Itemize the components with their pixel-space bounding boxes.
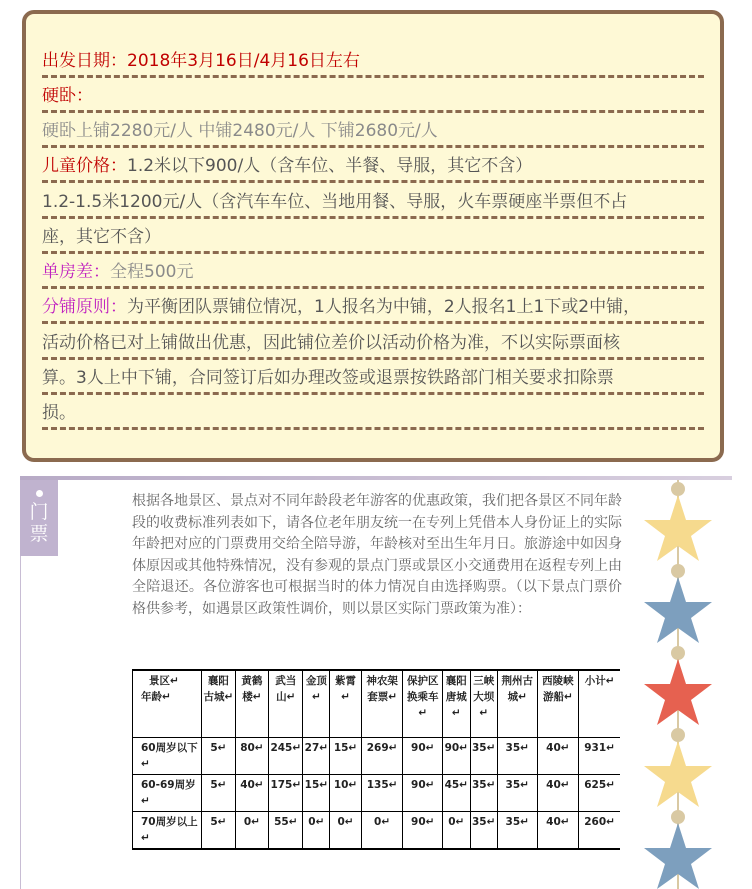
bullet-dot-icon: [36, 490, 43, 497]
star-garland-decoration: [640, 480, 752, 889]
price-cell: 40↵: [537, 812, 579, 850]
subtotal-cell: 260↵: [579, 812, 620, 850]
price-cell: 40↵: [537, 738, 579, 775]
price-cell: 0↵: [303, 812, 330, 850]
table-header-cell: 紫霄↵: [330, 670, 362, 738]
bead-icon: [671, 728, 685, 742]
hard-sleeper-label: 硬卧：: [42, 86, 93, 106]
price-cell: 90↵: [403, 738, 443, 775]
table-header-cell: 金顶↵: [303, 670, 330, 738]
section-divider: [20, 476, 732, 480]
hard-sleeper-prices: 硬卧上铺2280元/人 中铺2480元/人 下铺2680元/人: [42, 121, 438, 141]
age-group-cell: 70周岁以上↵: [133, 812, 202, 850]
tab-char: 门: [29, 501, 49, 523]
table-row: [133, 738, 621, 775]
berth-rule-label: 分铺原则：: [42, 297, 127, 317]
table-header-cell: 三峡大坝↵: [470, 670, 497, 738]
age-group-cell: 60周岁以下↵: [133, 738, 202, 775]
price-cell: 35↵: [497, 812, 537, 850]
tab-char: 票: [29, 523, 49, 545]
price-cell: 90↵: [403, 812, 443, 850]
table-header-cell: 武当山↵: [269, 670, 303, 738]
price-cell: 40↵: [537, 775, 579, 812]
child-price-text: 1.2-1.5米1200元/人（含汽车车位、当地用餐、导服，火车票硬座半票但不占: [42, 192, 628, 212]
price-cell: 5↵: [202, 738, 236, 775]
notice-line: [42, 43, 704, 78]
ticket-section-tab: [20, 480, 58, 556]
single-room-price: 全程500元: [110, 262, 194, 282]
price-cell: 0↵: [330, 812, 362, 850]
price-cell: 175↵: [269, 775, 303, 812]
ticket-policy-paragraph: 根据各地景区、景点对不同年龄段老年游客的优惠政策，我们把各景区不同年龄段的收费标准列表如下，请各位老年朋友统一在专列上凭借本人身份证上的实际年龄把对应的门票费用交给全陪导游，年龄核对至出生年月日。旅游途中如因身体原因或其他特殊情况，没有参观的景点门票或景区小交通费用在返程专列上由全陪退还。各位游客也可根据当时的体力情况自由选择购票。（以下景点门票价格供参考，如遇景区政策性调价，则以景区实际门票政策为准）：: [132, 493, 622, 617]
child-price-text: 座，其它不含）: [42, 227, 161, 247]
berth-rule-text: 损。: [42, 403, 76, 423]
bead-icon: [671, 482, 685, 496]
price-cell: 45↵: [443, 775, 470, 812]
notice-line: [42, 148, 704, 183]
ticket-price-table: [132, 669, 620, 850]
table-header-cell: 小计↵: [579, 670, 620, 738]
child-price-text: 1.2米以下900/人（含车位、半餐、导服，其它不含）: [127, 156, 533, 176]
age-group-cell: 60-69周岁↵: [133, 775, 202, 812]
table-header-cell: 神农架套票↵: [361, 670, 403, 738]
price-cell: 5↵: [202, 812, 236, 850]
corner-label-top: 景区↵: [149, 675, 179, 687]
table-corner-cell: [133, 670, 202, 738]
notice-line: [42, 78, 704, 113]
table-header-cell: 荆州古城↵: [497, 670, 537, 738]
price-cell: 269↵: [361, 738, 403, 775]
subtotal-cell: 625↵: [579, 775, 620, 812]
single-room-label: 单房差：: [42, 262, 110, 282]
price-cell: 35↵: [497, 775, 537, 812]
price-cell: 135↵: [361, 775, 403, 812]
price-cell: 15↵: [330, 738, 362, 775]
bead-icon: [671, 564, 685, 578]
price-cell: 90↵: [443, 738, 470, 775]
price-cell: 40↵: [235, 775, 269, 812]
price-cell: 80↵: [235, 738, 269, 775]
departure-date-text: 出发日期：2018年3月16日/4月16日左右: [42, 51, 360, 71]
berth-rule-text: 为平衡团队票铺位情况，1人报名为中铺，2人报名1上1下或2中铺，: [127, 297, 641, 317]
price-cell: 0↵: [235, 812, 269, 850]
corner-label-bottom: 年龄↵: [141, 691, 171, 703]
notice-line: [42, 395, 704, 430]
price-cell: 245↵: [269, 738, 303, 775]
price-cell: 35↵: [470, 812, 497, 850]
price-cell: 0↵: [443, 812, 470, 850]
bead-icon: [671, 646, 685, 660]
table-row: [133, 775, 621, 812]
notice-line: [42, 325, 704, 360]
table-header-cell: 襄阳古城↵: [202, 670, 236, 738]
table-header-row: [133, 670, 621, 738]
price-cell: 90↵: [403, 775, 443, 812]
price-cell: 5↵: [202, 775, 236, 812]
notice-line: [42, 219, 704, 254]
table-header-cell: 西陵峡游船↵: [537, 670, 579, 738]
price-cell: 35↵: [470, 775, 497, 812]
berth-rule-text: 活动价格已对上铺做出优惠，因此铺位差价以活动价格为准，不以实际票面核: [42, 333, 620, 353]
table-header-cell: 黄鹤楼↵: [235, 670, 269, 738]
table-header-cell: 襄阳唐城↵: [443, 670, 470, 738]
child-price-label: 儿童价格：: [42, 156, 127, 176]
notice-line: [42, 113, 704, 148]
trip-notice-box: [22, 10, 724, 462]
price-cell: 35↵: [470, 738, 497, 775]
notice-line: [42, 360, 704, 395]
table-header-cell: 保护区换乘车↵: [403, 670, 443, 738]
price-cell: 10↵: [330, 775, 362, 812]
price-cell: 27↵: [303, 738, 330, 775]
bead-icon: [671, 810, 685, 824]
price-cell: 35↵: [497, 738, 537, 775]
price-cell: 55↵: [269, 812, 303, 850]
notice-line: [42, 289, 704, 324]
subtotal-cell: 931↵: [579, 738, 620, 775]
notice-line: [42, 184, 704, 219]
berth-rule-text: 算。3人上中下铺，合同签订后如办理改签或退票按铁路部门相关要求扣除票: [42, 368, 614, 388]
price-cell: 0↵: [361, 812, 403, 850]
notice-line: [42, 254, 704, 289]
price-cell: 15↵: [303, 775, 330, 812]
table-row: [133, 812, 621, 850]
